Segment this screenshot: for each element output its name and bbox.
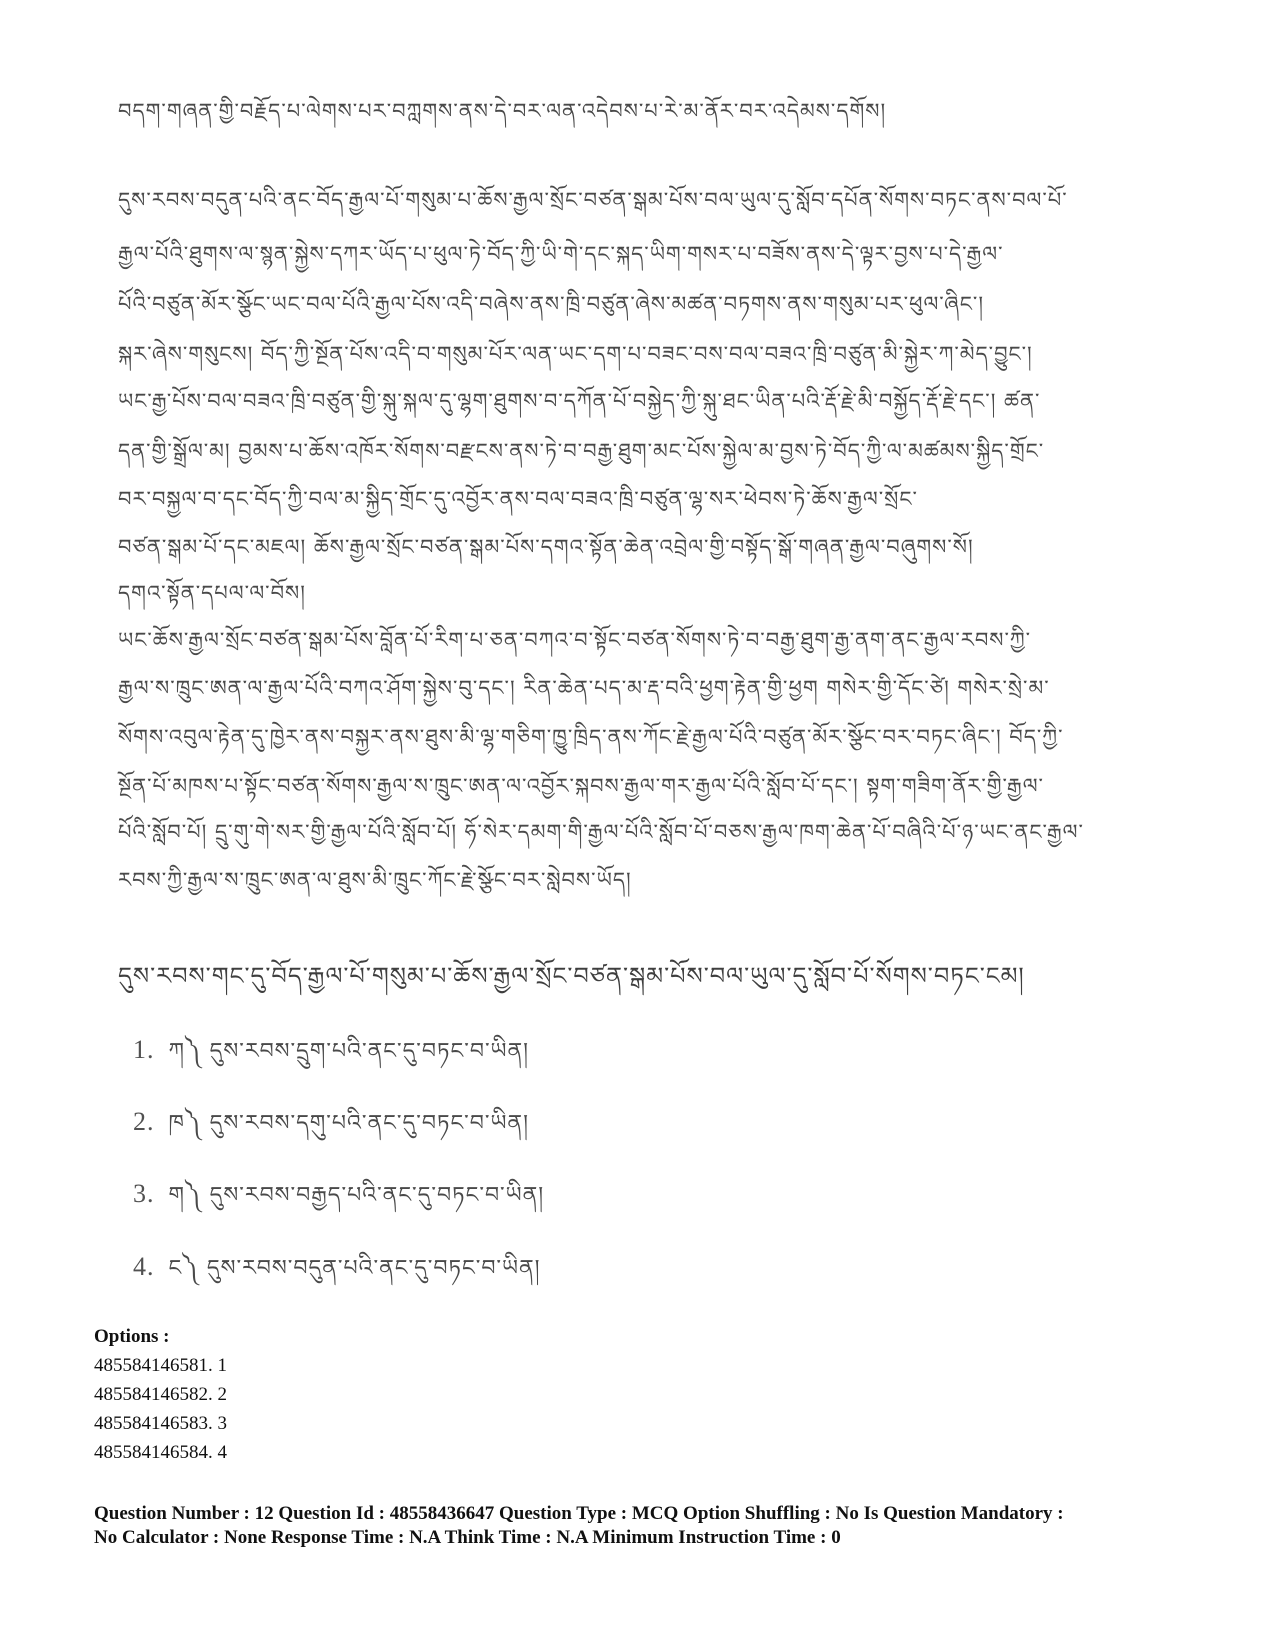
option-id-item: 485584146582. 2 [94, 1384, 227, 1405]
paragraph-line: རབས་ཀྱི་རྒྱལ་ས་ཁྲུང་ཨན་ལ་ཐུས་མི་ཁྲུང་ཀོང་རྗེ་སྩོང་བར་སླེབས་ཡོད། [118, 868, 632, 892]
paragraph-line: སྔོན་པོ་མཁས་པ་སྟོང་བཙན་སོགས་རྒྱལ་ས་ཁྲུང་ཨན་ལ་འབྱོར་སྐབས་རྒྱལ་གར་རྒྱལ་པོའི་སློབ་པོ་དང་། སྟག་གཟིག་ནོར་གྱི་རྒྱལ་ [118, 774, 1044, 798]
paragraph-line: རྒྱལ་པོའི་ཐུགས་ལ་སྙན་སྐྱེས་དཀར་ཡོད་པ་ཕུལ་ཏེ་བོད་ཀྱི་ཡི་གེ་དང་སྐད་ཡིག་གསར་པ་བཟོས་ནས་དེ་ལྟར་བྱས་པ་དེ་རྒྱལ་ [118, 242, 1004, 266]
paragraph-line: སྐར་ཞེས་གསུངས། བོད་ཀྱི་སྔོན་པོས་འདི་བ་གསུམ་པོར་ལན་ཡང་དག་པ་བཟང་བས་བལ་བཟའ་ཁྲི་བཙུན་མི་སྐྱེར་ཀ་མེད་བྱུང་། [118, 342, 1033, 366]
question-line: དུས་རབས་གང་དུ་བོད་རྒྱལ་པོ་གསུམ་པ་ཆོས་རྒྱལ་སྲོང་བཙན་སྒམ་པོས་བལ་ཡུལ་དུ་སློབ་པོ་སོགས་བཏང་ངམ། [118, 962, 1025, 990]
option-line [133, 1243, 553, 1305]
paragraph-line: པོའི་བཙུན་མོར་སྩོང་ཡང་བལ་པོའི་རྒྱལ་པོས་འདི་བཞེས་ནས་ཁྲི་བཙུན་ཞེས་མཚན་བཏགས་ནས་གསུམ་པར་ཕུལ་ཞིང་། [118, 292, 984, 316]
paragraph-line: དུས་རབས་བདུན་པའི་ནང་བོད་རྒྱལ་པོ་གསུམ་པ་ཆོས་རྒྱལ་སྲོང་བཙན་སྒམ་པོས་བལ་ཡུལ་དུ་སློབ་དཔོན་སོགས་བཏང་ནས་བལ་པོ་ [118, 188, 1068, 212]
option-id-item: 485584146584. 4 [94, 1442, 227, 1463]
options-section [94, 1322, 227, 1467]
option-id-item: 485584146583. 3 [94, 1413, 227, 1434]
option-text: ག༽ དུས་རབས་བརྒྱད་པའི་ནང་དུ་བཏང་བ་ཡིན། [168, 1183, 545, 1208]
intro-line: བདག་གཞན་གྱི་བརྗོད་པ་ལེགས་པར་བཀླགས་ནས་དེ་བར་ལན་འདེབས་པ་རེ་མ་ནོར་བར་འདེམས་དགོས། [118, 99, 887, 123]
option-number: 4. [133, 1252, 155, 1281]
paragraph-line: པོའི་སློབ་པོ། དྲུ་གུ་གེ་སར་གྱི་རྒྱལ་པོའི་སློབ་པོ། ཧོ་སེར་དམག་གི་རྒྱལ་པོའི་སློབ་པོ་བཅས་རྒྱལ་ཁག་ཆེན་པོ་བཞིའི་པོ་ཉ་ཡང་ནང་རྒྱལ་ [118, 820, 1084, 844]
question-metadata [94, 1502, 1214, 1550]
paragraph-line: རྒྱལ་ས་ཁྲུང་ཨན་ལ་རྒྱལ་པོའི་བཀའ་ཤོག་སྐྱེས་བུ་དང་། རིན་ཆེན་པད་མ་རྡ་བའི་ཕྱག་རྟེན་གྱི་ཕྱག གསེར་གྱི་དོང་ཙེ། གསེར་སྲེ་མ་ [118, 676, 1050, 700]
paragraph-line: བར་བསྐྱལ་བ་དང་བོད་ཀྱི་བལ་མ་སྐྱིད་གྲོང་དུ་འབྱོར་ནས་བལ་བཟའ་ཁྲི་བཙུན་ལྷ་སར་ཕེབས་ཏེ་ཆོས་རྒྱལ་སྲོང་ [118, 487, 918, 511]
option-text: ང༽ དུས་རབས་བདུན་པའི་ནང་དུ་བཏང་བ་ཡིན། [168, 1256, 541, 1281]
paragraph-line: དན་གྱི་སྒྲོལ་མ། བྱམས་པ་ཆོས་འཁོར་སོགས་བརྫངས་ནས་ཏེ་བ་བརྒྱ་ཐུག་མང་པོས་སྐྱེལ་མ་བྱས་ཏེ་བོད་ཀྱི་ལ་མཚམས་སྐྱིད་གྲོང་ [118, 439, 1045, 463]
metadata-line: Question Number : 12 Question Id : 48558436647 Question Type : MCQ Option Shuffling : No Is Question Mandatory : [94, 1503, 1064, 1524]
paragraph-line: ཡང་རྒྱ་པོས་བལ་བཟའ་ཁྲི་བཙུན་གྱི་སྐུ་སྐལ་དུ་ལྷག་ཐུགས་བ་དཀོན་པོ་བསྐྱེད་ཀྱི་སྐུ་ཐང་ཡིན་པའི་རྡོ་རྗེ་མི་བསྐྱོད་རྡོ་རྗེ་དང་། ཚན་ [118, 389, 1041, 413]
option-id-item: 485584146581. 1 [94, 1355, 227, 1376]
paragraph-line: བཙན་སྒམ་པོ་དང་མཇལ། ཆོས་རྒྱལ་སྲོང་བཙན་སྒམ་པོས་དགའ་སྟོན་ཆེན་འབྲེལ་གྱི་བསྟོད་སྒོ་གཞན་རྒྱལ་བཞུགས་སོ། [118, 535, 974, 559]
option-line [133, 1098, 553, 1160]
paragraph-line: ཡང་ཆོས་རྒྱལ་སྲོང་བཙན་སྒམ་པོས་བློན་པོ་རིག་པ་ཅན་བཀའ་བ་སྟོང་བཙན་སོགས་ཏེ་བ་བརྒྱ་ཐུག་རྒྱ་ནག་ནང་རྒྱལ་རབས་ཀྱི་ [118, 628, 1032, 652]
option-text: ཁ༽ དུས་རབས་དགུ་པའི་ནང་དུ་བཏང་བ་ཡིན། [168, 1111, 529, 1136]
option-number: 2. [133, 1107, 155, 1136]
option-number: 3. [133, 1179, 155, 1208]
option-number: 1. [133, 1035, 155, 1064]
option-text: ཀ༽ དུས་རབས་དྲུག་པའི་ནང་དུ་བཏང་བ་ཡིན། [168, 1039, 530, 1064]
metadata-line: No Calculator : None Response Time : N.A Think Time : N.A Minimum Instruction Time : 0 [94, 1527, 841, 1548]
paragraph-line: དགའ་སྟོན་དཔལ་ལ་བོས། [118, 581, 306, 605]
paragraph-line: སོགས་འབུལ་རྟེན་དུ་ཁྱེར་ནས་བསྐྱར་ནས་ཐུས་མི་ལྷ་གཅིག་ཁྱུ་ཁྲིད་ནས་ཀོང་རྗེ་རྒྱལ་པོའི་བཙུན་མོར་སྩོང་བར་བཏང་ཞིང་། བོད་ཀྱི་ [118, 725, 1064, 749]
option-line [133, 1026, 553, 1088]
option-line [133, 1170, 553, 1232]
options-title: Options : [94, 1326, 170, 1347]
